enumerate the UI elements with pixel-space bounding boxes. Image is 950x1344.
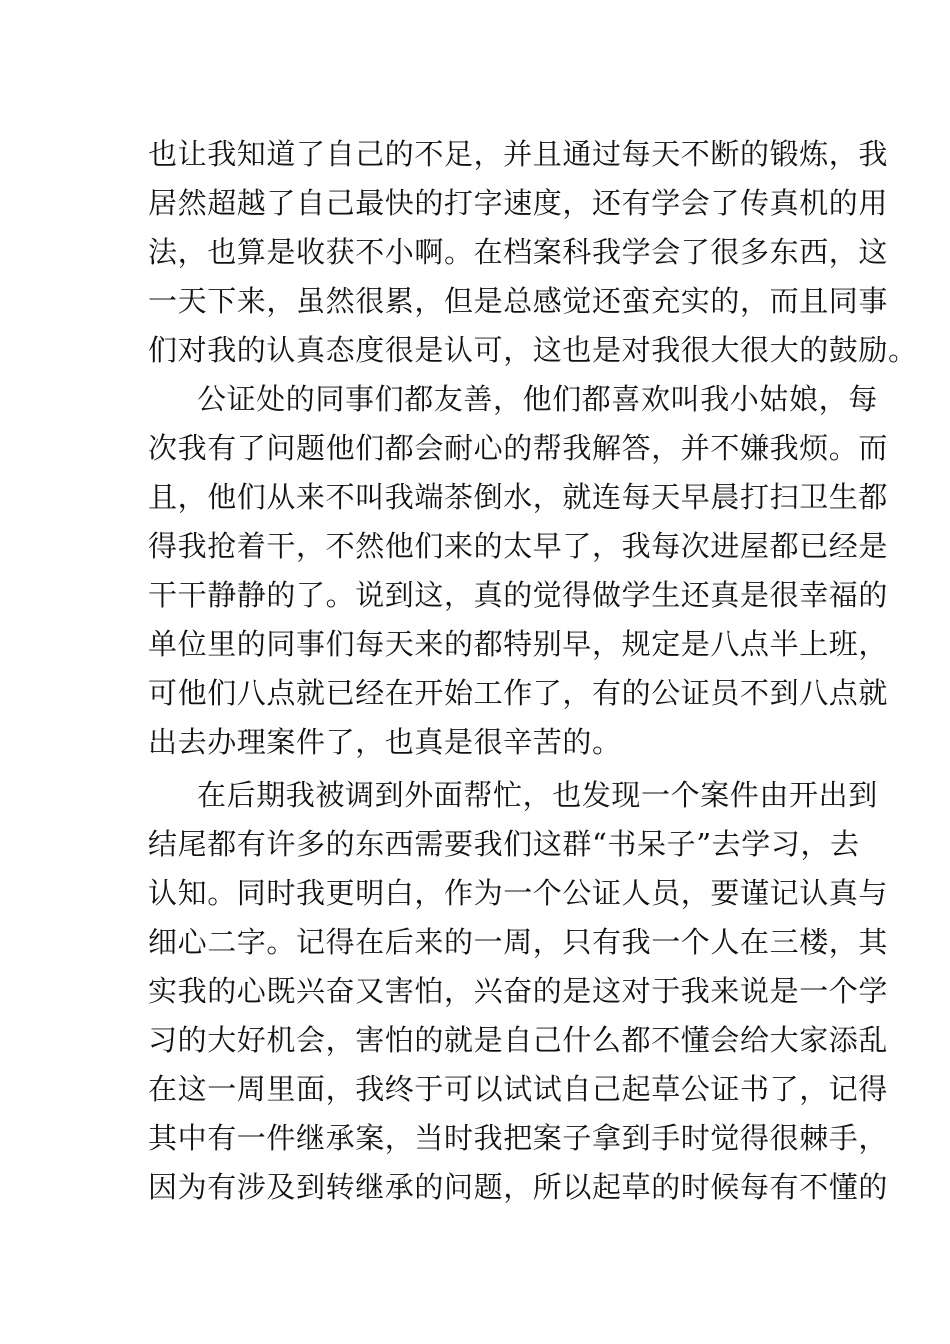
text-line: 居然超越了自己最快的打字速度，还有学会了传真机的用 [148, 186, 889, 220]
text-line: 也让我知道了自己的不足，并且通过每天不断的锻炼，我 [148, 137, 889, 171]
text-line: 细心二字。记得在后来的一周，只有我一个人在三楼，其 [148, 925, 889, 959]
text-line: 因为有涉及到转继承的问题，所以起草的时候每有不懂的 [148, 1170, 889, 1204]
text-line: 法，也算是收获不小啊。在档案科我学会了很多东西，这 [148, 235, 889, 269]
text-line: 习的大好机会，害怕的就是自己什么都不懂会给大家添乱 [148, 1023, 889, 1057]
text-line: 次我有了问题他们都会耐心的帮我解答，并不嫌我烦。而 [148, 431, 889, 465]
text-line: 干干静静的了。说到这，真的觉得做学生还真是很幸福的 [148, 578, 889, 612]
text-line: 其中有一件继承案，当时我把案子拿到手时觉得很棘手， [148, 1121, 889, 1155]
text-line: 们对我的认真态度很是认可，这也是对我很大很大的鼓励。 [148, 333, 918, 367]
text-line: 出去办理案件了，也真是很辛苦的。 [148, 725, 622, 759]
text-line: 结尾都有许多的东西需要我们这群“书呆子”去学习，去 [148, 827, 860, 861]
text-line: 认知。同时我更明白，作为一个公证人员，要谨记认真与 [148, 876, 889, 910]
text-line: 单位里的同事们每天来的都特别早，规定是八点半上班， [148, 627, 889, 661]
text-line: 且，他们从来不叫我端茶倒水，就连每天早晨打扫卫生都 [148, 480, 889, 514]
text-line: 得我抢着干，不然他们来的太早了，我每次进屋都已经是 [148, 529, 889, 563]
text-line: 可他们八点就已经在开始工作了，有的公证员不到八点就 [148, 676, 889, 710]
text-line: 在这一周里面，我终于可以试试自己起草公证书了，记得 [148, 1072, 889, 1106]
text-line: 实我的心既兴奋又害怕，兴奋的是这对于我来说是一个学 [148, 974, 889, 1008]
paragraph-start-line: 在后期我被调到外面帮忙，也发现一个案件由开出到 [197, 778, 878, 812]
paragraph-start-line: 公证处的同事们都友善，他们都喜欢叫我小姑娘，每 [197, 382, 878, 416]
text-line: 一天下来，虽然很累，但是总感觉还蛮充实的，而且同事 [148, 284, 889, 318]
